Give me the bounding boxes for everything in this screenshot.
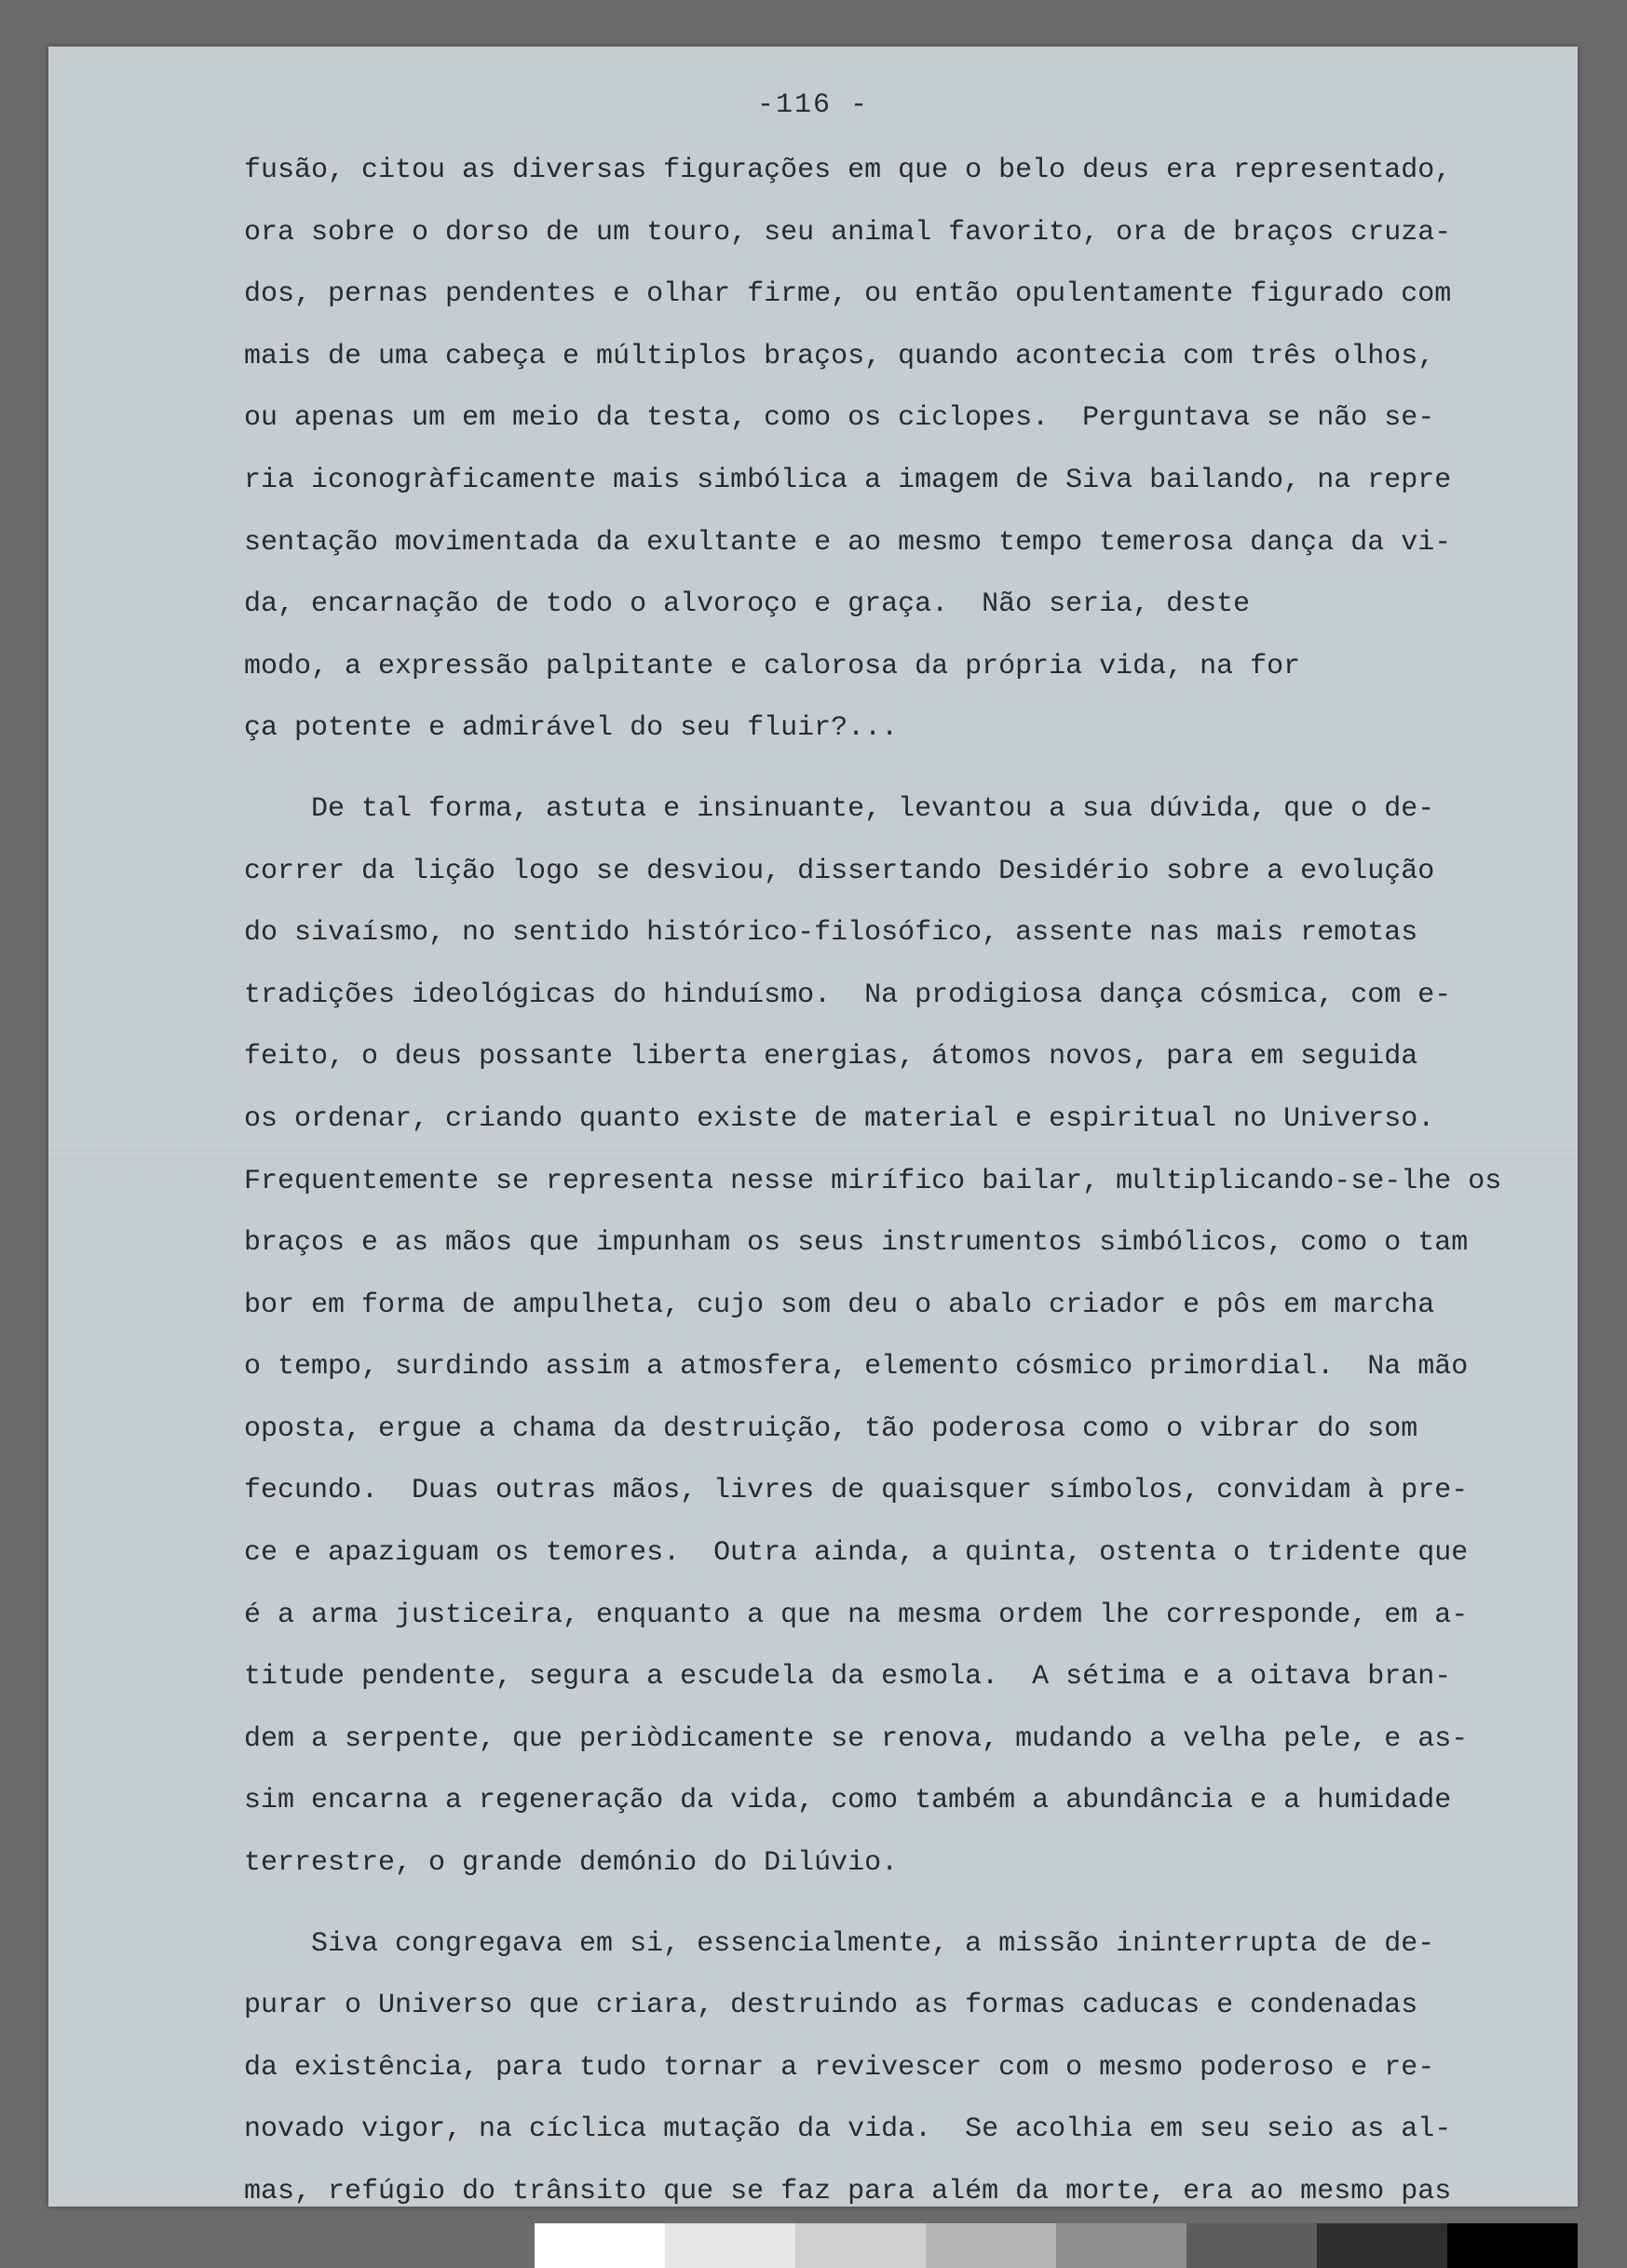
text-line: braços e as mãos que impunham os seus instrumentos simbólicos, como o tam — [244, 1227, 1469, 1260]
ruler-segment — [1186, 2223, 1317, 2268]
ruler-segment — [1317, 2223, 1447, 2268]
text-line: De tal forma, astuta e insinuante, levantou a sua dúvida, que o de- — [244, 792, 1435, 825]
text-line: titude pendente, segura a escudela da esmola. A sétima e a oitava bran- — [244, 1661, 1452, 1694]
text-line: do sivaísmo, no sentido histórico-filosófico, assente nas mais remotas — [244, 917, 1418, 950]
text-line: ou apenas um em meio da testa, como os ciclopes. Perguntava se não se- — [244, 402, 1435, 435]
text-line: terrestre, o grande demónio do Dilúvio. — [244, 1847, 899, 1880]
text-line: tradições ideológicas do hinduísmo. Na prodigiosa dança cósmica, com e- — [244, 979, 1452, 1011]
ruler-segment — [795, 2223, 926, 2268]
text-line: da, encarnação de todo o alvoroço e graça. Não seria, deste — [244, 588, 1251, 621]
text-line: feito, o deus possante liberta energias, átomos novos, para em seguida — [244, 1041, 1418, 1073]
text-line: mais de uma cabeça e múltiplos braços, quando acontecia com três olhos, — [244, 340, 1435, 372]
text-line: ce e apaziguam os temores. Outra ainda, a quinta, ostenta o tridente que — [244, 1537, 1469, 1570]
text-line: oposta, ergue a chama da destruição, tão poderosa como o vibrar do som — [244, 1412, 1418, 1445]
ruler-segment — [535, 2223, 665, 2268]
ruler-segment — [1056, 2223, 1186, 2268]
text-line: modo, a expressão palpitante e calorosa da própria vida, na for — [244, 650, 1301, 682]
typed-text-body — [244, 140, 1548, 2223]
text-line: Siva congregava em si, essencialmente, a missão ininterrupta de de- — [244, 1927, 1435, 1960]
paragraph-gap — [244, 1895, 1548, 1913]
text-line: os ordenar, criando quanto existe de material e espiritual no Universo. — [244, 1102, 1435, 1135]
ruler-segment — [926, 2223, 1056, 2268]
page-number: -116 - — [756, 89, 870, 121]
document-page — [48, 47, 1578, 2207]
text-line: da existência, para tudo tornar a revivescer com o mesmo poderoso e re- — [244, 2051, 1435, 2084]
ruler-segment — [665, 2223, 795, 2268]
text-line: ça potente e admirável do seu fluir?... — [244, 712, 899, 745]
text-line: Frequentemente se representa nesse mirífico bailar, multiplicando-se-lhe os — [244, 1165, 1502, 1197]
text-line: correr da lição logo se desviou, dissertando Desidério sobre a evolução — [244, 855, 1435, 887]
text-line: bor em forma de ampulheta, cujo som deu o abalo criador e pôs em marcha — [244, 1289, 1435, 1321]
text-line: sentação movimentada da exultante e ao mesmo tempo temerosa dança da vi- — [244, 526, 1452, 559]
text-line: dos, pernas pendentes e olhar firme, ou então opulentamente figurado com — [244, 278, 1452, 311]
text-line: ora sobre o dorso de um touro, seu animal favorito, ora de braços cruza- — [244, 216, 1452, 249]
paragraph-gap — [244, 760, 1548, 778]
text-line: fusão, citou as diversas figurações em que o belo deus era representado, — [244, 155, 1452, 186]
text-line: mas, refúgio do trânsito que se faz para além da morte, era ao mesmo pas — [244, 2176, 1452, 2207]
text-line: fecundo. Duas outras mãos, livres de quaisquer símbolos, convidam à pre- — [244, 1475, 1469, 1507]
color-calibration-strip — [535, 2223, 1578, 2268]
ruler-segment — [1447, 2223, 1578, 2268]
text-line: é a arma justiceira, enquanto a que na mesma ordem lhe corresponde, em a- — [244, 1599, 1469, 1631]
text-line: ria iconogràficamente mais simbólica a imagem de Siva bailando, na repre — [244, 464, 1452, 496]
text-line: purar o Universo que criara, destruindo as formas caducas e condenadas — [244, 1990, 1418, 2022]
text-line: dem a serpente, que periòdicamente se renova, mudando a velha pele, e as- — [244, 1722, 1469, 1755]
text-line: o tempo, surdindo assim a atmosfera, elemento cósmico primordial. Na mão — [244, 1351, 1469, 1384]
text-line: novado vigor, na cíclica mutação da vida. Se acolhia em seu seio as al- — [244, 2113, 1452, 2146]
text-line: sim encarna a regeneração da vida, como também a abundância e a humidade — [244, 1785, 1452, 1817]
